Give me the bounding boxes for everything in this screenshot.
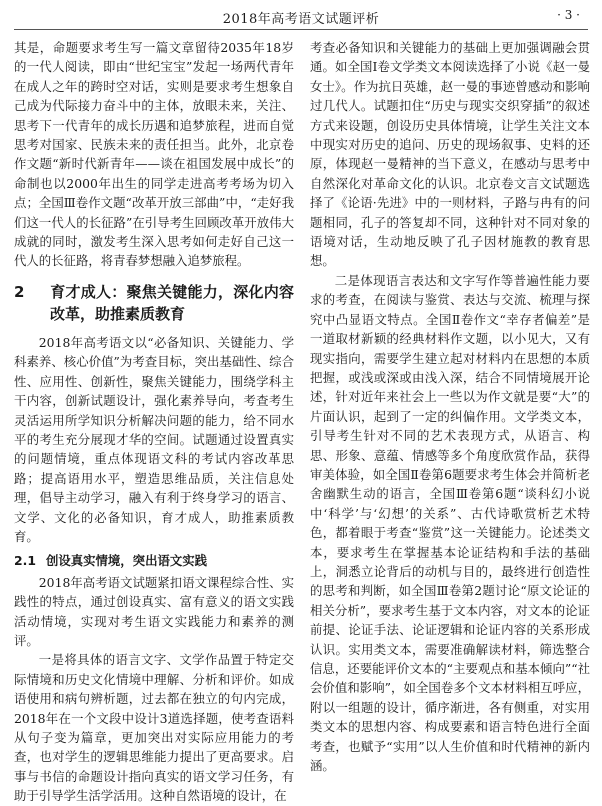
- section-number: 2: [14, 282, 25, 301]
- section-heading: [14, 281, 294, 325]
- paragraph: 2018年高考语文以“必备知识、关键能力、学科素养、核心价值”为考查目标，突出基础性、综合性、应用性、创新性，聚焦关键能力，围绕学科主干内容，创新试题设计，强化素养导向，考查考生灵活运用所学知识分析解决问题的能力，给不同水平的考生充分展现才华的空间。试题通过设置真实的问题情境，重点体现语文科的考试内容改革思路；提高语用水平，塑造思维品质，关注信息处理，倡导主动学习，融入有利于终身学习的语言、文学、文化的必备知识，育才成人，助推素质教育。: [14, 334, 294, 544]
- running-title: 2018年高考语文试题评析: [222, 12, 380, 27]
- paragraph: 二是体现语言表达和文字写作等普遍性能力要求的考查，在阅读与鉴赏、表达与交流、梳理与探究中凸显语文特点。全国Ⅱ卷作文“幸存者偏差”是一道取材新颖的经典材料作文题，以小见大，又有现实指向，需要学生建立起对材料内在思想的本质把握，或浅或深或由浅入深，结合不同情境展开论述，针对近年来社会上一些以为作文就是要“大”的片面认识，起到了一定的纠偏作用。文学类文本，引导考生针对不同的艺术表现方式，从语言、构思、形象、意蕴、情感等多个角度欣赏作品，获得审美体验，如全国Ⅱ卷第6题要求考生体会并简析老舍幽默生动的语言，全国Ⅲ卷第6题“谈科幻小说中‘科学’与‘幻想’的关系”、古代诗歌赏析艺术特色，都着眼于考查“鉴赏”这一关键能力。论述类文本，要求考生在掌握基本论证结构和手法的基础上，洞悉立论背后的动机与目的，最终进行创造性的思考和判断，如全国Ⅲ卷第2题讨论“原文论证的相关分析”，要求考生基于文本内容，对文本的论证前提、论证手法、论证逻辑和论证内容的关系形成认识。实用类文本，需要准确解读材料，筛选整合信息，还要能评价文本的“主要观点和基本倾向”“社会价值和影响”，如全国卷多个文本材料相互呼应，附以一组题的设计，循序渐进，各有侧重，对实用类文本的思想内容、构成要素和语言特色进行全面考查，也赋予“实用”以人生价值和时代精神的新内涵。: [310, 272, 590, 774]
- subsection-number: 2.1: [14, 553, 36, 569]
- section-title: 育才成人：聚焦关键能力，深化内容改革，助推素质教育: [50, 282, 294, 323]
- subsection-title: 创设真实情境，突出语文实践: [45, 553, 208, 569]
- paragraph: 2018年高考语文试题紧扣语文课程综合性、实践性的特点，通过创设真实、富有意义的语文实践活动情境，实现对考生语文实践能力和素养的测评。: [14, 574, 294, 648]
- right-column: [310, 38, 590, 775]
- paragraph: 考查必备知识和关键能力的基础上更加强调融会贯通。如全国Ⅰ卷文学类文本阅读选择了小说《赵一曼女士》。作为抗日英雄，赵一曼的事迹曾感动和影响过几代人。试题扣住“历史与现实交织穿插”的叙述方式来设题，创设历史具体情境，让学生关注文本中现实对历史的追问、历史的现场叙事、史料的还原，体现赵一曼精神的当下意义，在感动与思考中自然深化对革命文化的认识。北京卷文言文试题选择了《论语·先进》中的一则材料，子路与冉有的问题相同，孔子的答复却不同，这种针对不同对象的语境对话，生动地反映了孔子因材施教的教育思想。: [310, 40, 590, 269]
- paragraph: 一是将具体的语言文字、文学作品置于特定交际情境和历史文化情境中理解、分析和评价。如成语使用和病句辨析题，过去都在独立的句内完成，2018年在一个文段中设计3道选择题，使考查语料从句子变为篇章，更加突出对实际应用能力的考查，也对学生的逻辑思维能力提出了更高要求。启事与书信的命题设计指向真实的语文学习任务，有助于引导学生活学活用。这种自然语境的设计，在: [14, 652, 294, 804]
- header-rule: [14, 29, 588, 30]
- page-number: · 3 ·: [557, 8, 580, 22]
- subsection-heading: [14, 551, 294, 570]
- page-header: [0, 0, 602, 30]
- left-column: [14, 38, 294, 806]
- paragraph: 其是，命题要求考生写一篇文章留待2035年18岁的一代人阅读，即由“世纪宝宝”发起一场两代青年在成人之年的跨时空对话，实则是要求考生想象自己成为代际接力奋斗中的主体，放眼未来，关注、思考下一代青年的成长历遇和追梦旅程，进而自觉思考对国家、民族未来的责任担当。此外，北京卷作文题“新时代新青年——谈在祖国发展中成长”的命制也以2000年出生的同学走进高考考场为切入点；全国Ⅲ卷作文题“改革开放三部曲”中，“走好我们这一代人的长征路”在引导考生回顾改革开放伟大成就的同时，激发考生深入思考如何走好自己这一代人的长征路，将青春梦想融入追梦旅程。: [14, 40, 294, 269]
